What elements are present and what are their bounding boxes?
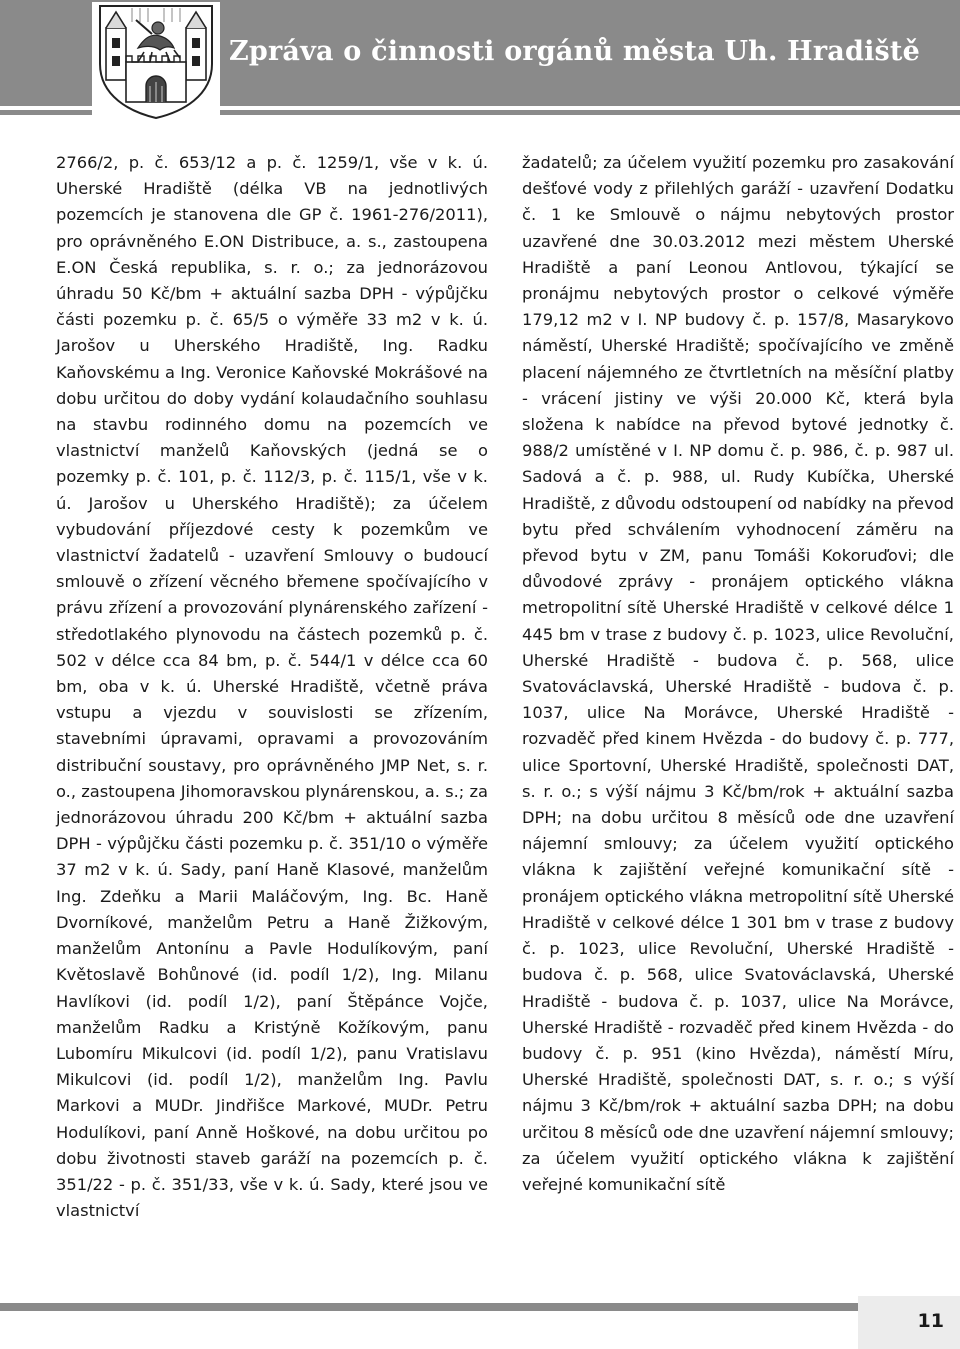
paragraph-left: 2766/2, p. č. 653/12 a p. č. 1259/1, vše v k. ú. Uherské Hradiště (délka VB na jednotlivých pozemcích je stanovena dle GP č. 1961-276/2011), pro oprávněného E.ON Distribuce, a. s., zastoupena E.ON Česká republika, s. r. o.; za jednorázovou úhradu 50 Kč/bm + aktuální sazba DPH - výpůjčku části pozemku p. č. 65/5 o výměře 33 m2 v k. ú. Jarošov u Uherského Hradiště, Ing. Radku Kaňovskému a Ing. Veronice Kaňovské Mokrášové na dobu určitou do doby vydání kolaudačního souhlasu na stavbu rodinného domu na pozemcích ve vlastnictví manželů Kaňovských (jedná se o pozemky p. č. 101, p. č. 112/3, p. č. 115/1, vše v k. ú. Jarošov u Uherského Hradiště); za účelem vybudování příjezdové cesty k pozemkům ve vlastnictví žadatelů - uzavření Smlouvy o budoucí smlouvě o zřízení věcného břemene spočívajícího v právu zřízení a provozování plynárenského zařízení - středotlakého plynovodu na částech pozemků p. č. 502 v délce cca 84 bm, p. č. 544/1 v délce cca 60 bm, oba v k. ú. Uherské Hradiště, včetně práva vstupu a vjezdu v souvislosti se zřízením, stavebními úpravami, opravami a provozováním distribuční soustavy, pro oprávněného JMP Net, s. r. o., zastoupena Jihomoravskou plynárenskou, a. s.; za jednorázovou úhradu 200 Kč/bm + aktuální sazba DPH - výpůjčku části pozemku p. č. 351/10 o výměře 37 m2 v k. ú. Sady, paní Haně Klasové, manželům Ing. Zdeňku a Marii Maláčovým, Ing. Bc. Haně Dvorníkové, manželům Petru a Haně Žižkovým, manželům Antonínu a Pavle Hodulíkovým, paní Květoslavě Bohůnové (id. podíl 1/2), Ing. Milanu Havlíkovi (id. podíl 1/2), paní Štěpánce Vojče, manželům Radku a Kristýně Kožíkovým, panu Lubomíru Mikulcovi (id. podíl 1/2), panu Vratislavu Mikulcovi (id. podíl 1/2), manželům Ing. Pavlu Markovi a MUDr. Jindřišce Markové, MUDr. Petru Hodulíkovi, paní Anně Hoškové, na dobu určitou po dobu životnosti staveb garáží na pozemcích p. č. 351/22 - p. č. 351/33, vše v k. ú. Sady, které jsou ve vlastnictví bbox=[56, 153, 488, 1221]
page-title: Zpráva o činnosti orgánů města Uh. Hradiště bbox=[229, 36, 920, 67]
article-body bbox=[56, 150, 954, 1270]
page-number-box bbox=[858, 1296, 960, 1349]
page-number: 11 bbox=[917, 1310, 944, 1332]
footer-bar bbox=[0, 1303, 960, 1311]
city-coat-of-arms-icon bbox=[92, 2, 220, 120]
page-header bbox=[0, 0, 960, 122]
text-column-left bbox=[56, 150, 488, 1224]
text-column-right bbox=[522, 150, 954, 1198]
paragraph-right: žadatelů; za účelem využití pozemku pro zasakování dešťové vody z přilehlých garáží - uzavření Dodatku č. 1 ke Smlouvě o nájmu nebytových prostor uzavřené dne 30.03.2012 mezi městem Uherské Hradiště a paní Leonou Antlovou, týkající se pronájmu nebytových prostor o celkové výměře 179,12 m2 v I. NP budovy č. p. 157/8, Masarykovo náměstí, Uherské Hradiště; spočívajícího ve změně placení nájemného ze čtvrtletních na měsíční platby - vrácení jistiny ve výši 20.000 Kč, která byla složena k nabídce na převod bytové jednotky č. 988/2 umístěné v I. NP domu č. p. 986, č. p. 987 ul. Sadová a č. p. 988, ul. Rudy Kubíčka, Uherské Hradiště, z důvodu odstoupení od nabídky na převod bytu před schválením vyhodnocení záměru na převod bytu v ZM, panu Tomáši Kokoruďovi; dle důvodové zprávy - pronájem optického vlákna metropolitní sítě Uherské Hradiště v celkové délce 1 445 bm v trase z budovy č. p. 1023, ulice Revoluční, Uherské Hradiště - budova č. p. 568, ulice Svatováclavská, Uherské Hradiště - budova č. p. 1037, ulice Na Morávce, Uherské Hradiště - rozvaděč před kinem Hvězda - do budovy č. p. 777, ulice Sportovní, Uherské Hradiště, společnosti DAT, s. r. o.; s výší nájmu 3 Kč/bm/rok + aktuální sazba DPH; na dobu určitou 8 měsíců ode dne uzavření nájemní smlouvy; za účelem využití optického vlákna k zajištění veřejné komunikační sítě - pronájem optického vlákna metropolitní sítě Uherské Hradiště v celkové délce 1 301 bm v trase z budovy č. p. 1023, ulice Revoluční, Uherské Hradiště - budova č. p. 568, ulice Svatováclavská, Uherské Hradiště - budova č. p. 1037, ulice Na Morávce, Uherské Hradiště - rozvaděč před kinem Hvězda - do budovy č. p. 951 (kino Hvězda), náměstí Míru, Uherské Hradiště, společnosti DAT, s. r. o.; s výší nájmu 3 Kč/bm/rok + aktuální sazba DPH; na dobu určitou 8 měsíců ode dne uzavření nájemní smlouvy; za účelem využití optického vlákna k zajištění veřejné komunikační sítě bbox=[522, 153, 954, 1194]
